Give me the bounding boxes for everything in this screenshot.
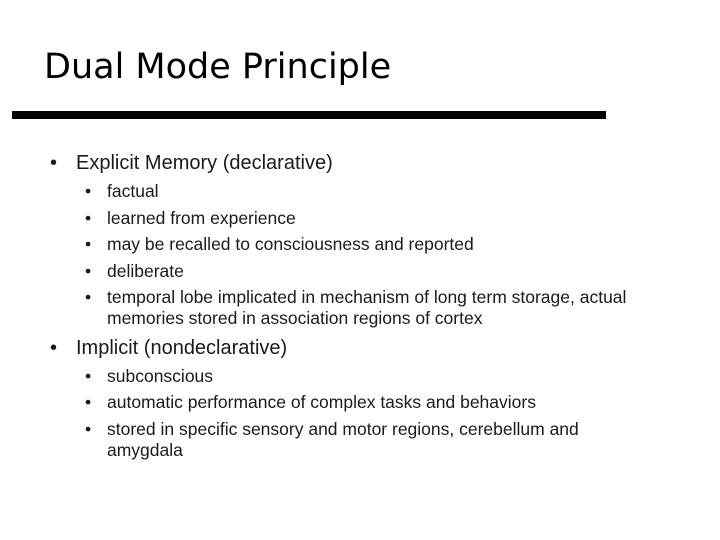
list-item-text: temporal lobe implicated in mechanism of long term storage, actual memories stored in association regions of cortex bbox=[107, 287, 627, 328]
list-item-text: learned from experience bbox=[107, 207, 296, 228]
list-item bbox=[50, 392, 650, 413]
list-item-text: stored in specific sensory and motor regions, cerebellum and amygdala bbox=[107, 418, 579, 460]
list-item bbox=[50, 208, 650, 229]
bullet: • bbox=[50, 152, 58, 174]
bullet: • bbox=[50, 336, 58, 359]
implicit-items bbox=[50, 366, 650, 461]
list-item-text: deliberate bbox=[107, 260, 184, 281]
bullet: • bbox=[85, 260, 92, 281]
list-item bbox=[50, 287, 650, 329]
title-underline bbox=[12, 111, 606, 119]
bullet: • bbox=[85, 365, 92, 386]
list-item bbox=[50, 261, 650, 282]
list-item bbox=[50, 234, 650, 255]
list-item-text: subconscious bbox=[107, 365, 214, 386]
bullet: • bbox=[85, 287, 92, 307]
slide-content bbox=[50, 150, 650, 466]
bullet: • bbox=[85, 392, 92, 412]
list-item bbox=[50, 419, 650, 461]
section-heading-implicit bbox=[50, 335, 650, 361]
slide-title: Dual Mode Principle bbox=[44, 47, 392, 87]
bullet: • bbox=[85, 207, 92, 228]
list-item-text: automatic performance of complex tasks and behaviors bbox=[107, 392, 536, 412]
list-item bbox=[50, 181, 650, 202]
bullet: • bbox=[85, 234, 92, 254]
list-item bbox=[50, 366, 650, 387]
list-item-text: may be recalled to consciousness and reported bbox=[107, 234, 474, 254]
bullet: • bbox=[85, 418, 92, 439]
section-heading-explicit bbox=[50, 150, 650, 176]
explicit-items bbox=[50, 181, 650, 329]
section-heading-text: Explicit Memory (declarative) bbox=[76, 152, 333, 174]
list-item-text: factual bbox=[107, 181, 159, 201]
section-heading-text: Implicit (nondeclarative) bbox=[76, 336, 288, 359]
bullet: • bbox=[85, 181, 92, 201]
